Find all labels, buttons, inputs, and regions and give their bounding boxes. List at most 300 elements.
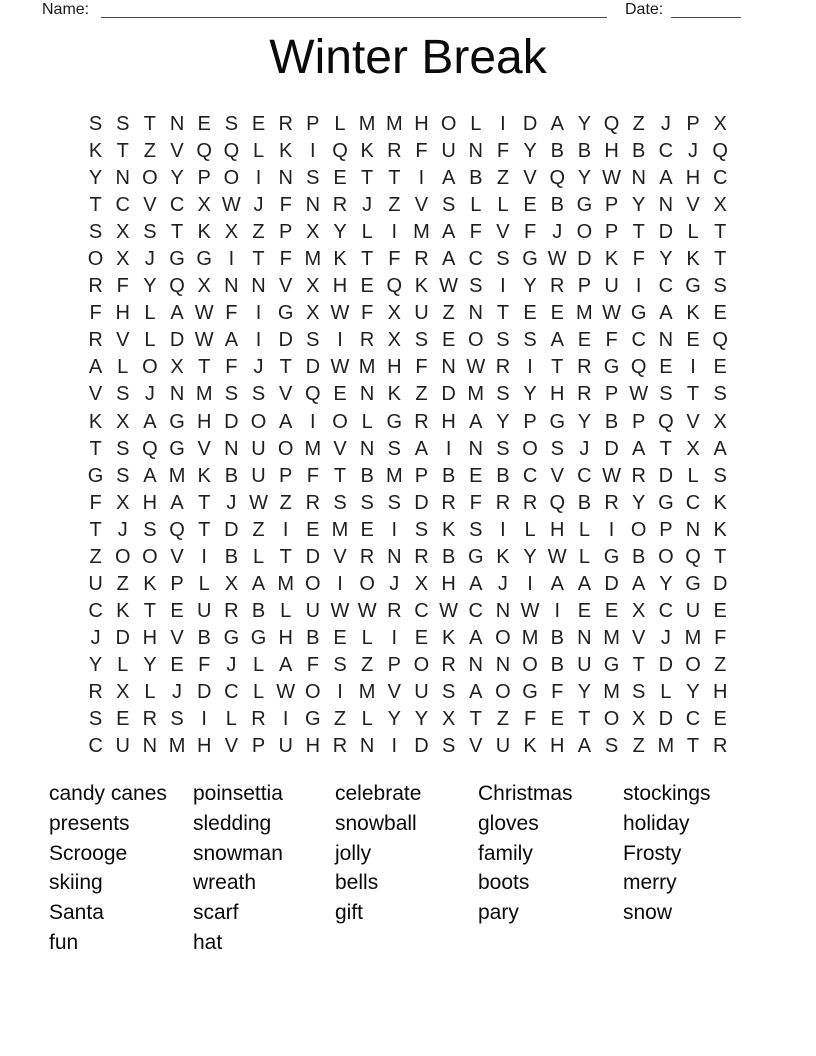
word-item: gift: [335, 901, 364, 925]
grid-letter: U: [305, 599, 321, 622]
grid-letter: H: [196, 735, 212, 758]
grid-letter: V: [414, 194, 429, 217]
grid-letter: K: [333, 248, 347, 271]
grid-letter: B: [632, 545, 646, 568]
grid-letter: J: [90, 626, 101, 649]
grid-letter: R: [88, 329, 103, 352]
grid-letter: Q: [142, 437, 158, 460]
grid-letter: C: [712, 167, 728, 190]
grid-letter: Y: [632, 491, 646, 514]
grid-letter: L: [524, 518, 536, 541]
grid-letter: W: [602, 302, 621, 325]
grid-letter: L: [687, 464, 699, 487]
grid-letter: N: [468, 302, 483, 325]
grid-letter: R: [305, 491, 321, 514]
grid-letter: N: [468, 653, 483, 676]
grid-letter: P: [604, 221, 619, 244]
grid-letter: A: [550, 329, 564, 352]
grid-letter: F: [496, 140, 510, 163]
grid-letter: M: [385, 113, 403, 136]
grid-letter: H: [305, 735, 321, 758]
grid-letter: I: [255, 302, 262, 325]
grid-letter: B: [197, 626, 211, 649]
grid-letter: R: [359, 329, 375, 352]
grid-letter: X: [387, 302, 401, 325]
grid-letter: R: [387, 140, 402, 163]
grid-letter: C: [658, 599, 674, 622]
grid-letter: J: [172, 681, 183, 703]
grid-letter: I: [445, 437, 452, 460]
grid-letter: N: [685, 518, 701, 541]
grid-letter: Z: [632, 113, 645, 136]
grid-letter: G: [87, 464, 104, 487]
grid-letter: C: [658, 275, 674, 298]
grid-letter: T: [143, 113, 156, 136]
grid-letter: S: [333, 491, 347, 514]
grid-letter: I: [282, 708, 289, 731]
grid-letter: I: [282, 518, 289, 541]
grid-letter: Y: [523, 545, 537, 568]
grid-letter: K: [496, 545, 510, 568]
grid-letter: Z: [333, 708, 347, 731]
grid-letter: O: [630, 518, 647, 541]
grid-letter: P: [414, 464, 429, 487]
grid-letter: O: [114, 545, 131, 568]
grid-letter: D: [224, 518, 239, 541]
grid-letter: Y: [523, 140, 537, 163]
grid-letter: J: [117, 518, 128, 541]
word-item: jolly: [335, 841, 372, 865]
grid-letter: G: [658, 491, 674, 514]
grid-letter: E: [360, 275, 374, 298]
grid-letter: V: [333, 545, 347, 568]
grid-letter: H: [550, 383, 565, 406]
word-item: Frosty: [623, 841, 682, 865]
grid-letter: A: [441, 248, 456, 271]
grid-letter: H: [685, 167, 701, 190]
grid-letter: M: [467, 383, 485, 406]
grid-letter: A: [469, 572, 483, 595]
grid-letter: E: [713, 356, 727, 379]
grid-letter: S: [360, 491, 374, 514]
grid-letter: X: [713, 410, 727, 433]
word-list-column: [49, 779, 167, 958]
grid-letter: R: [414, 410, 429, 433]
grid-letter: A: [469, 410, 483, 433]
grid-letter: S: [143, 518, 157, 541]
word-search-grid: [82, 111, 734, 760]
grid-letter: U: [196, 599, 212, 622]
grid-letter: A: [251, 572, 266, 595]
grid-letter: O: [685, 653, 701, 676]
grid-letter: N: [495, 653, 511, 676]
grid-letter: A: [441, 221, 456, 244]
grid-letter: R: [495, 491, 511, 514]
grid-letter: G: [576, 194, 593, 217]
grid-letter: G: [277, 302, 294, 325]
grid-letter: F: [714, 626, 727, 649]
grid-letter: H: [604, 140, 619, 163]
grid-letter: Z: [252, 518, 265, 541]
grid-letter: L: [361, 708, 373, 731]
grid-letter: M: [304, 248, 322, 271]
word-item: family: [478, 841, 533, 865]
grid-letter: O: [87, 248, 104, 271]
word-item: poinsettia: [193, 782, 283, 805]
word-item: pary: [478, 901, 519, 925]
grid-letter: N: [115, 167, 130, 190]
word-item: fun: [49, 930, 79, 954]
grid-letter: Y: [88, 167, 103, 190]
grid-letter: V: [279, 383, 293, 406]
grid-letter: N: [169, 113, 185, 136]
grid-letter: Q: [603, 113, 620, 136]
grid-letter: R: [441, 491, 456, 514]
grid-letter: T: [279, 356, 292, 379]
grid-letter: E: [116, 708, 130, 731]
grid-letter: A: [170, 491, 184, 514]
grid-letter: F: [469, 491, 482, 514]
grid-letter: E: [251, 113, 266, 136]
grid-letter: Y: [577, 681, 592, 703]
grid-letter: T: [89, 194, 102, 217]
grid-letter: F: [279, 248, 292, 271]
grid-letter: X: [713, 194, 727, 217]
word-item: Santa: [49, 901, 104, 925]
grid-letter: Q: [196, 140, 212, 163]
grid-letter: B: [224, 464, 239, 487]
grid-letter: A: [88, 356, 103, 379]
grid-letter: L: [280, 599, 292, 622]
grid-letter: L: [144, 302, 156, 325]
grid-letter: J: [660, 626, 671, 649]
grid-letter: L: [252, 681, 265, 703]
grid-letter: B: [360, 464, 374, 487]
grid-letter: M: [521, 626, 539, 649]
grid-letter: O: [223, 167, 240, 190]
grid-letter: L: [361, 410, 373, 433]
grid-letter: Q: [549, 491, 566, 514]
grid-letter: S: [414, 518, 429, 541]
grid-letter: A: [659, 302, 673, 325]
grid-letter: W: [547, 248, 567, 271]
grid-letter: E: [523, 194, 537, 217]
grid-letter: L: [225, 708, 237, 731]
grid-letter: F: [523, 708, 537, 731]
grid-letter: D: [305, 356, 321, 379]
grid-letter: H: [712, 681, 728, 703]
grid-letter: R: [577, 356, 592, 379]
grid-letter: T: [632, 221, 645, 244]
grid-letter: K: [713, 518, 727, 541]
grid-letter: S: [224, 383, 239, 406]
word-list: [0, 779, 816, 969]
grid-letter: N: [359, 383, 375, 406]
grid-letter: I: [391, 735, 398, 758]
grid-letter: V: [279, 275, 293, 298]
grid-letter: N: [305, 194, 321, 217]
grid-letter: S: [224, 113, 239, 136]
word-item: wreath: [193, 871, 257, 895]
grid-letter: O: [603, 708, 620, 731]
grid-letter: Y: [659, 248, 673, 271]
grid-letter: Y: [577, 410, 592, 433]
word-item: presents: [49, 811, 130, 835]
grid-letter: I: [554, 599, 561, 622]
grid-letter: R: [495, 356, 511, 379]
grid-letter: B: [441, 545, 456, 568]
grid-letter: Y: [523, 383, 537, 406]
grid-letter: I: [337, 681, 343, 703]
grid-letter: F: [388, 248, 401, 271]
grid-letter: T: [116, 140, 129, 163]
grid-letter: G: [386, 410, 403, 433]
grid-letter: P: [604, 194, 619, 217]
grid-letter: H: [441, 572, 456, 595]
grid-letter: S: [469, 275, 483, 298]
grid-letter: K: [604, 248, 619, 271]
grid-letter: C: [685, 491, 701, 514]
grid-letter: V: [170, 140, 184, 163]
grid-letter: X: [306, 275, 320, 298]
grid-letter: E: [333, 167, 347, 190]
grid-letter: H: [142, 491, 158, 514]
grid-letter: C: [414, 599, 429, 622]
grid-letter: D: [224, 410, 239, 433]
grid-letter: V: [116, 329, 130, 352]
grid-letter: M: [684, 626, 702, 649]
grid-letter: O: [522, 437, 538, 460]
grid-letter: S: [604, 735, 619, 758]
grid-letter: Y: [88, 653, 103, 676]
grid-letter: Z: [496, 708, 510, 731]
grid-letter: T: [388, 167, 401, 190]
grid-letter: O: [250, 410, 267, 433]
grid-letter: G: [603, 356, 620, 379]
grid-letter: Y: [577, 167, 592, 190]
grid-letter: X: [632, 708, 646, 731]
grid-letter: K: [197, 221, 211, 244]
grid-letter: I: [500, 518, 506, 541]
grid-letter: Z: [496, 167, 510, 190]
grid-letter: I: [608, 518, 615, 541]
grid-letter: V: [387, 681, 401, 703]
grid-letter: A: [577, 735, 592, 758]
grid-letter: F: [415, 356, 428, 379]
grid-letter: R: [332, 735, 348, 758]
grid-letter: R: [712, 735, 728, 758]
grid-letter: S: [143, 221, 157, 244]
grid-letter: V: [686, 194, 700, 217]
grid-letter: E: [333, 383, 347, 406]
grid-letter: A: [469, 626, 483, 649]
grid-letter: A: [632, 437, 646, 460]
grid-letter: F: [523, 221, 537, 244]
grid-letter: H: [441, 410, 456, 433]
grid-letter: N: [278, 167, 293, 190]
grid-letter: L: [117, 356, 129, 379]
grid-letter: I: [391, 518, 398, 541]
grid-letter: U: [251, 464, 266, 487]
grid-letter: K: [360, 140, 374, 163]
grid-letter: A: [224, 329, 239, 352]
grid-letter: D: [115, 626, 130, 649]
grid-letter: S: [550, 437, 564, 460]
grid-letter: N: [577, 626, 592, 649]
grid-letter: X: [387, 329, 401, 352]
grid-letter: L: [144, 681, 156, 703]
grid-letter: S: [469, 518, 483, 541]
grid-letter: G: [196, 248, 212, 271]
grid-letter: L: [497, 194, 509, 217]
grid-letter: Y: [577, 113, 592, 136]
grid-letter: E: [170, 653, 184, 676]
grid-letter: F: [116, 275, 129, 298]
grid-letter: I: [527, 572, 533, 595]
grid-letter: C: [224, 681, 239, 703]
grid-letter: P: [170, 572, 184, 595]
grid-letter: E: [713, 599, 727, 622]
grid-letter: W: [629, 383, 649, 406]
grid-letter: H: [332, 275, 348, 298]
grid-letter: Q: [305, 383, 321, 406]
grid-letter: S: [441, 194, 456, 217]
grid-letter: B: [550, 194, 564, 217]
grid-letter: G: [685, 572, 701, 595]
grid-letter: K: [686, 302, 700, 325]
grid-letter: G: [603, 653, 620, 676]
grid-letter: P: [279, 464, 293, 487]
grid-letter: J: [253, 194, 264, 217]
grid-letter: R: [441, 653, 456, 676]
grid-letter: X: [116, 491, 130, 514]
grid-letter: E: [170, 599, 184, 622]
word-item: skiing: [49, 871, 103, 895]
grid-letter: L: [252, 653, 265, 676]
grid-letter: A: [577, 572, 592, 595]
grid-letter: Q: [223, 140, 240, 163]
grid-letter: R: [359, 545, 375, 568]
grid-letter: M: [195, 383, 213, 406]
grid-letter: A: [550, 113, 564, 136]
grid-letter: Z: [388, 194, 401, 217]
grid-letter: H: [142, 626, 158, 649]
grid-letter: G: [603, 545, 620, 568]
grid-letter: F: [605, 329, 618, 352]
grid-letter: W: [330, 302, 350, 325]
grid-letter: H: [414, 113, 429, 136]
grid-letter: C: [685, 708, 701, 731]
grid-letter: D: [522, 113, 538, 136]
grid-letter: G: [522, 248, 538, 271]
grid-letter: V: [170, 626, 184, 649]
grid-letter: T: [279, 545, 292, 568]
grid-letter: G: [223, 626, 240, 649]
grid-letter: R: [550, 275, 565, 298]
grid-letter: X: [713, 113, 727, 136]
grid-letter: J: [389, 572, 400, 595]
grid-letter: G: [549, 410, 566, 433]
grid-letter: D: [196, 681, 212, 703]
grid-letter: T: [469, 708, 482, 731]
grid-letter: P: [632, 410, 646, 433]
grid-letter: R: [88, 681, 103, 703]
grid-letter: S: [170, 708, 184, 731]
grid-letter: J: [497, 572, 508, 595]
grid-letter: N: [169, 383, 185, 406]
grid-letter: W: [439, 599, 459, 622]
grid-letter: W: [249, 491, 268, 514]
grid-letter: D: [658, 221, 674, 244]
grid-letter: O: [305, 572, 321, 595]
grid-letter: Z: [632, 735, 645, 758]
grid-letter: N: [468, 140, 483, 163]
grid-letter: T: [578, 708, 591, 731]
grid-letter: A: [469, 681, 483, 703]
grid-letter: E: [197, 113, 211, 136]
grid-letter: U: [495, 735, 511, 758]
grid-letter: H: [387, 356, 402, 379]
grid-letter: D: [658, 708, 674, 731]
grid-letter: S: [387, 437, 401, 460]
grid-letter: W: [357, 599, 377, 622]
grid-letter: M: [358, 356, 376, 379]
grid-letter: Y: [387, 708, 401, 731]
grid-letter: Y: [659, 572, 673, 595]
grid-letter: B: [441, 464, 456, 487]
grid-letter: F: [632, 248, 645, 271]
date-blank-line: [671, 0, 741, 18]
grid-letter: T: [198, 491, 211, 514]
grid-letter: E: [577, 329, 592, 352]
grid-letter: T: [361, 167, 374, 190]
grid-letter: A: [279, 410, 293, 433]
grid-letter: T: [89, 518, 102, 541]
grid-letter: G: [169, 248, 185, 271]
grid-letter: U: [441, 140, 456, 163]
grid-letter: V: [197, 437, 211, 460]
grid-letter: Q: [549, 167, 566, 190]
grid-letter: N: [224, 437, 239, 460]
grid-letter: Y: [523, 275, 537, 298]
grid-letter: J: [660, 113, 671, 136]
grid-letter: F: [361, 302, 374, 325]
grid-letter: L: [687, 221, 699, 244]
grid-letter: M: [277, 572, 294, 595]
grid-letter: N: [441, 356, 456, 379]
grid-letter: O: [658, 545, 674, 568]
grid-letter: I: [228, 248, 235, 271]
grid-letter: X: [170, 356, 184, 379]
grid-letter: R: [414, 545, 429, 568]
grid-letter: O: [359, 572, 375, 595]
grid-letter: Y: [414, 708, 429, 731]
grid-letter: M: [304, 437, 322, 460]
grid-letter: T: [714, 248, 727, 271]
grid-letter: N: [658, 194, 674, 217]
word-item: boots: [478, 871, 530, 895]
grid-letter: T: [198, 356, 211, 379]
grid-letter: I: [201, 545, 207, 568]
grid-letter: B: [550, 653, 564, 676]
grid-letter: Q: [169, 518, 185, 541]
word-item: celebrate: [335, 782, 422, 805]
grid-letter: A: [659, 167, 673, 190]
word-list-column: [478, 779, 573, 928]
grid-letter: M: [576, 302, 593, 325]
name-label: Name:: [42, 1, 90, 18]
grid-letter: S: [713, 464, 727, 487]
